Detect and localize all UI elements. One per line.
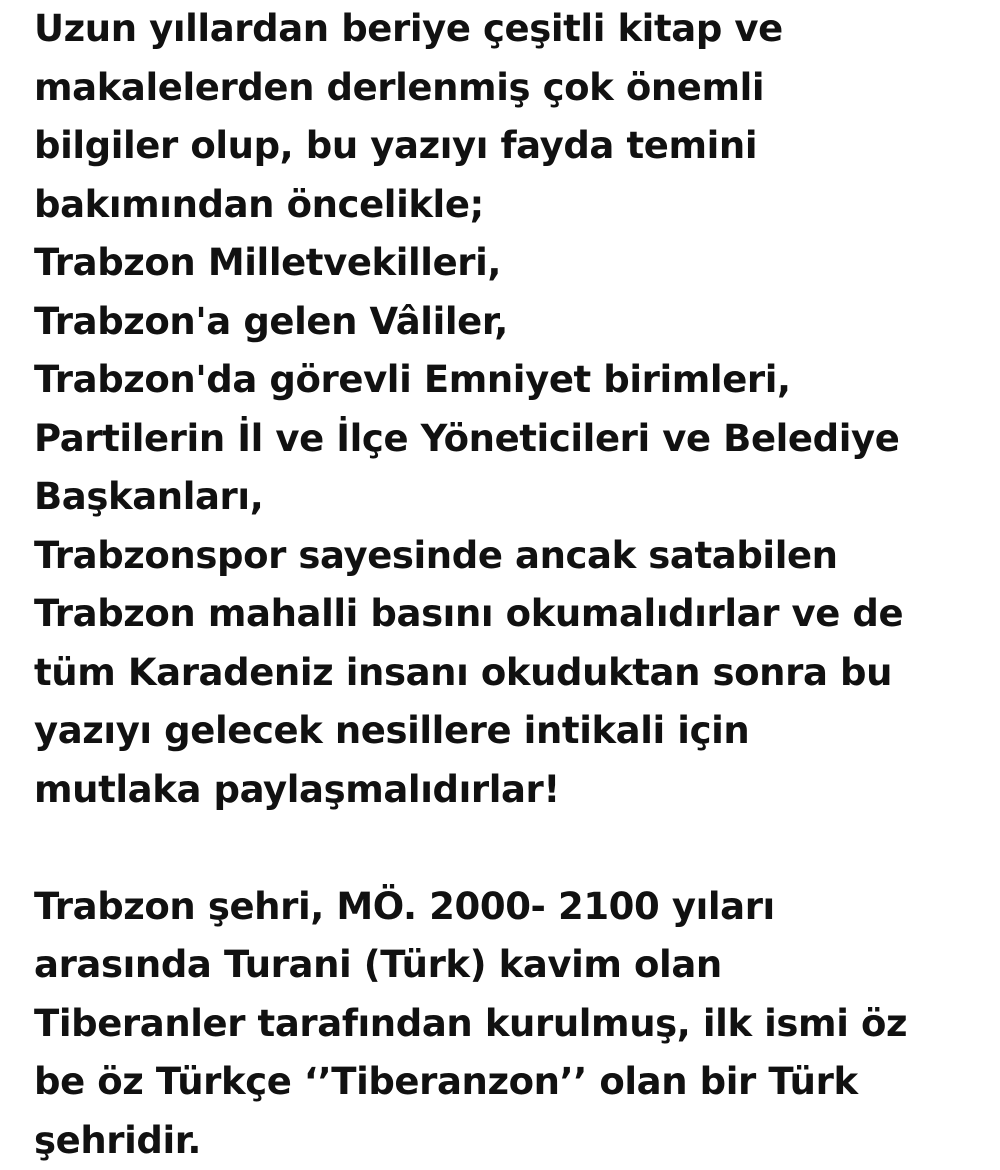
text-line: Trabzon'a gelen Vâliler, — [34, 293, 984, 352]
text-line: Trabzon'da görevli Emniyet birimleri, — [34, 351, 984, 410]
text-line: yazıyı gelecek nesillere intikali için — [34, 702, 984, 761]
paragraph-2 — [34, 878, 984, 1170]
text-line: tüm Karadeniz insanı okuduktan sonra bu — [34, 644, 984, 703]
text-line: şehridir. — [34, 1112, 984, 1170]
paragraph-gap — [34, 819, 984, 878]
text-line: Trabzon Milletvekilleri, — [34, 234, 984, 293]
text-line: arasında Turani (Türk) kavim olan — [34, 936, 984, 995]
text-line: Trabzon şehri, MÖ. 2000- 2100 yıları — [34, 878, 984, 937]
text-line: Trabzon mahalli basını okumalıdırlar ve de — [34, 585, 984, 644]
note-text — [34, 0, 984, 1170]
paragraph-1 — [34, 0, 984, 819]
text-line: Tiberanler tarafından kurulmuş, ilk ismi öz — [34, 995, 984, 1054]
text-line: Partilerin İl ve İlçe Yöneticileri ve Belediye — [34, 410, 984, 469]
text-line: be öz Türkçe ‘’Tiberanzon’’ olan bir Türk — [34, 1053, 984, 1112]
text-line: makalelerden derlenmiş çok önemli — [34, 59, 984, 118]
text-line: bakımından öncelikle; — [34, 176, 984, 235]
text-line: Uzun yıllardan beriye çeşitli kitap ve — [34, 0, 984, 59]
text-line: Trabzonspor sayesinde ancak satabilen — [34, 527, 984, 586]
text-line: mutlaka paylaşmalıdırlar! — [34, 761, 984, 820]
text-line: Başkanları, — [34, 468, 984, 527]
text-line: bilgiler olup, bu yazıyı fayda temini — [34, 117, 984, 176]
